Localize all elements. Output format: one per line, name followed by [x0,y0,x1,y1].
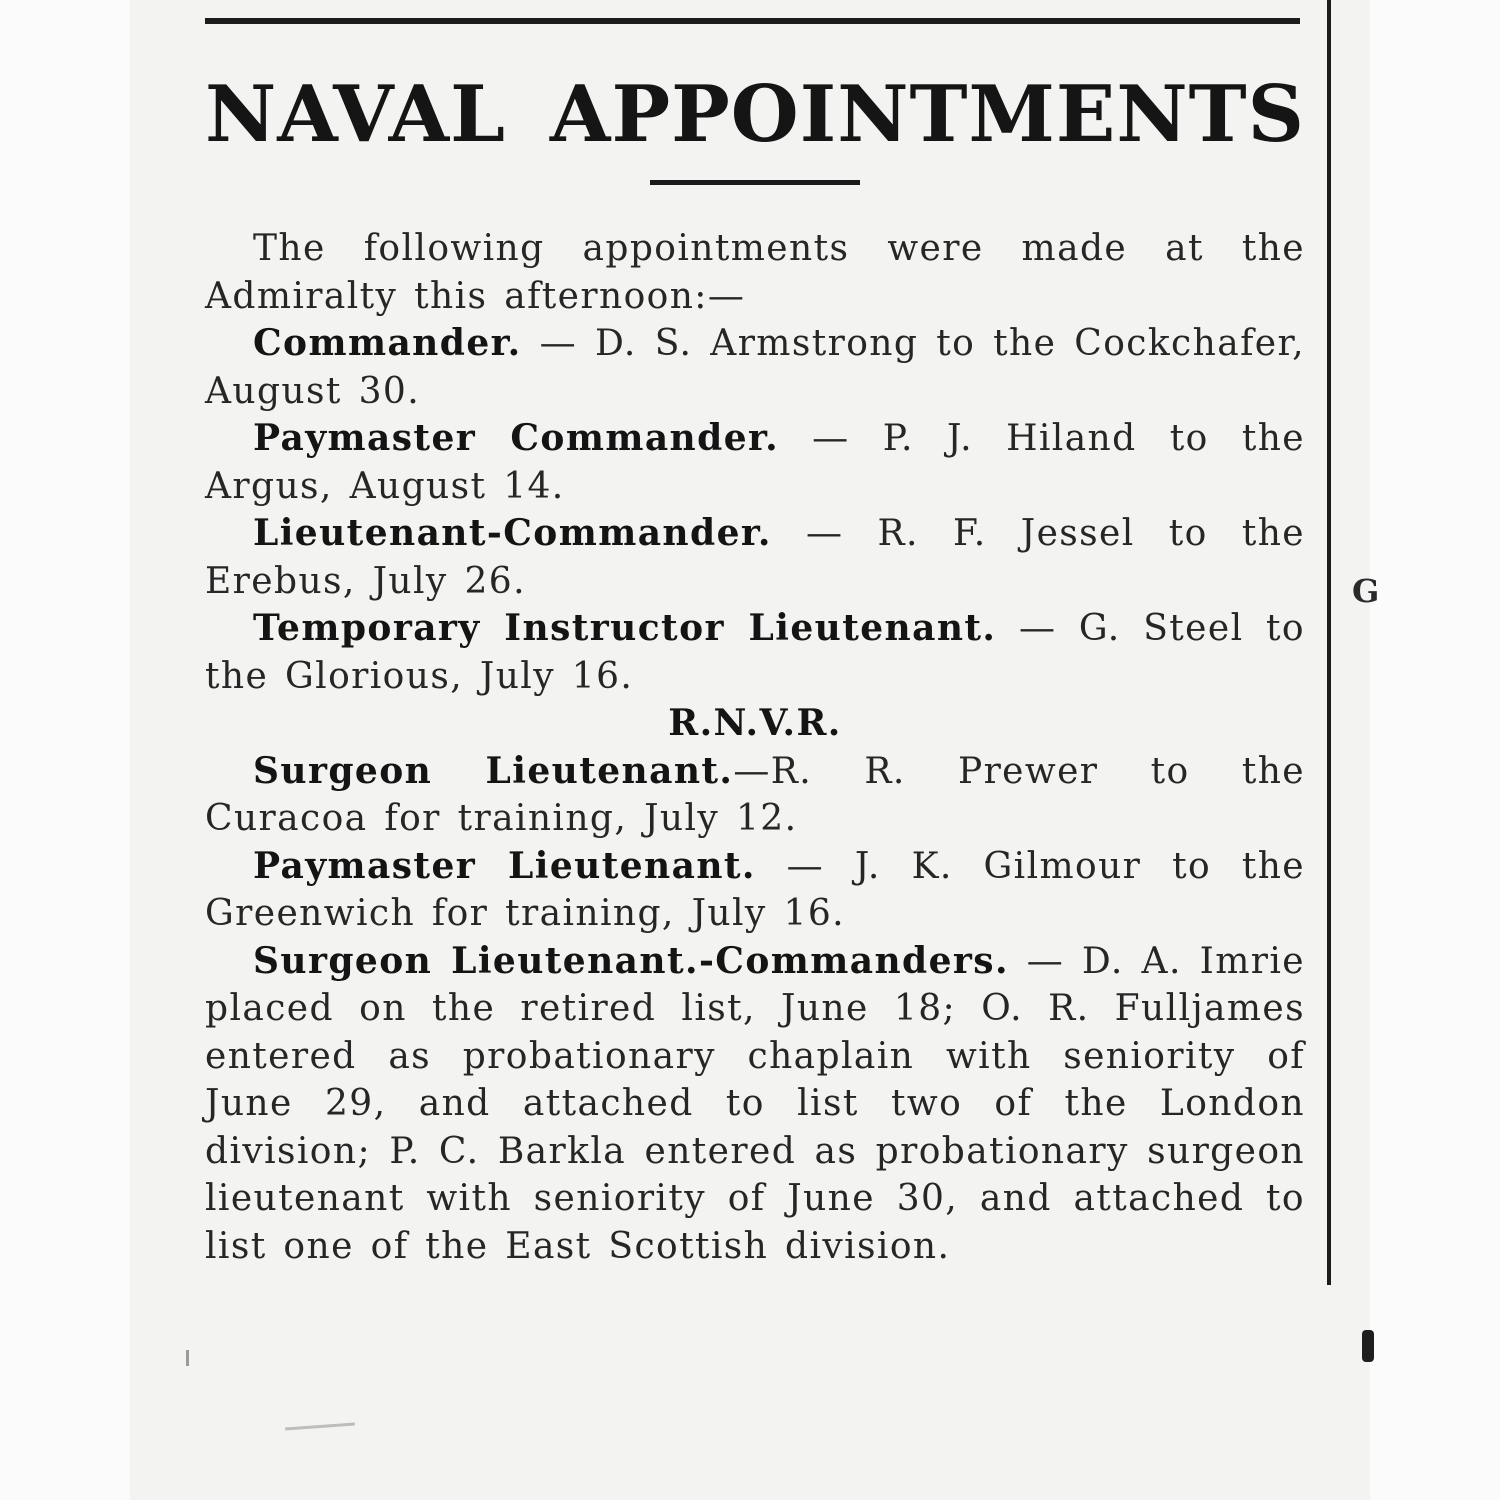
entry-rank: Paymaster Lieutenant. [253,844,756,887]
rnvr-entry [205,748,1305,843]
entry-rank: Surgeon Lieutenant. [253,749,734,792]
edge-mark [186,1350,189,1366]
entry-rank: Paymaster Commander. [253,417,779,459]
entry-text: — D. S. Armstrong to the Cockchafer, August 30. [205,323,1305,412]
adjacent-column-fragment: G [1352,572,1380,610]
column-rule [1327,0,1331,1285]
entry-text: — G. Steel to the Glorious, July 16. [205,608,1305,697]
article-body [205,225,1305,1270]
top-rule [205,18,1300,24]
entry-text: — D. A. Imrie placed on the retired list, June 18; O. R. Fulljames entered as probationary chaplain with seniority of June 29, and attached to list two of the London division; P. C. Barkla entered as probationary surgeon lieutenant with seniority of June 30, and attached to list one of the East Scottish division. [205,940,1305,1267]
appointment-entry [205,605,1305,700]
entry-text: — R. F. Jessel to the Erebus, July 26. [205,513,1305,602]
entry-text: — J. K. Gilmour to the Greenwich for training, July 16. [205,845,1305,934]
appointment-entry [205,320,1305,415]
headline: NAVAL APPOINTMENTS [205,69,1305,160]
entry-rank: Temporary Instructor Lieutenant. [253,607,997,649]
appointment-entry [205,415,1305,510]
entry-text: —R. R. Prewer to the Curacoa for training, July 12. [205,750,1305,839]
entry-rank: Commander. [253,322,522,364]
entry-rank: Lieutenant-Commander. [253,512,772,554]
article [205,60,1305,1270]
section-heading: R.N.V.R. [668,702,842,744]
entry-text: — P. J. Hiland to the Argus, August 14. [205,418,1305,507]
intro-paragraph: The following appointments were made at the Admiralty this afternoon:— [205,228,1305,317]
ink-blot [1362,1330,1374,1362]
rnvr-entry [205,843,1305,938]
entry-rank: Surgeon Lieutenant.-Commanders. [253,939,1009,982]
appointment-entry [205,510,1305,605]
headline-rule [650,180,860,185]
rnvr-entry [205,938,1305,1271]
